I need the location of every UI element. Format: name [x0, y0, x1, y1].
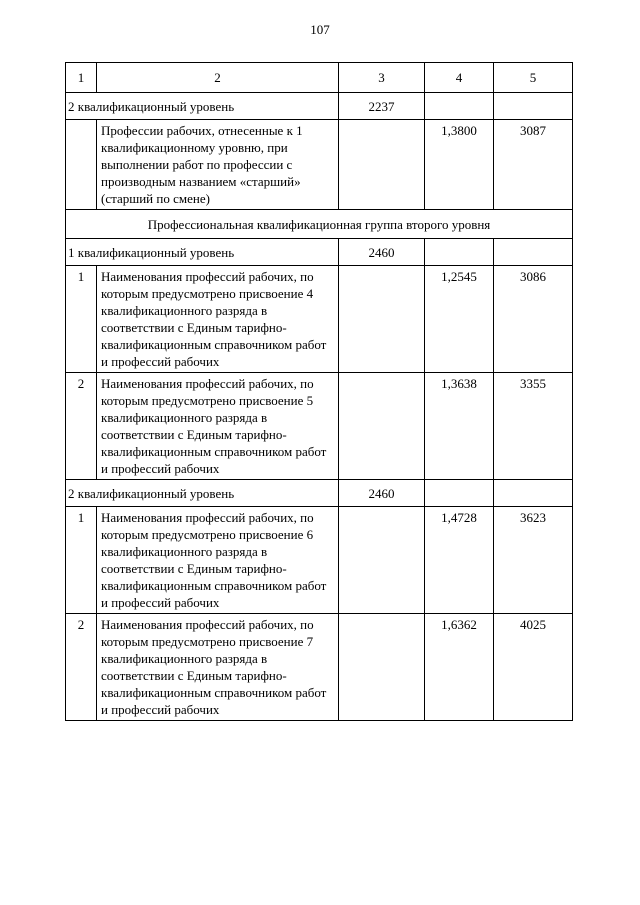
qualification-level-row: [66, 480, 573, 507]
row-number: 1: [66, 266, 97, 373]
empty-cell: [425, 239, 494, 266]
empty-cell: [425, 93, 494, 120]
qualification-level-label: 1 квалификационный уровень: [66, 239, 339, 266]
profession-description: Профессии рабочих, отнесенные к 1 квалификационному уровню, при выполнении работ по профессии с производным названием «старший» (старший по смене): [97, 120, 339, 210]
salary-rate: 4025: [494, 614, 573, 721]
profession-description: Наименования профессий рабочих, по которым предусмотрено присвоение 7 квалификационного разряда в соответствии с Единым тарифно-квалификационным справочником работ и профессий рабочих: [97, 614, 339, 721]
base-salary: 2237: [339, 93, 425, 120]
table-row: [66, 373, 573, 480]
profession-description: Наименования профессий рабочих, по которым предусмотрено присвоение 5 квалификационного разряда в соответствии с Единым тарифно-квалификационным справочником работ и профессий рабочих: [97, 373, 339, 480]
row-number: [66, 120, 97, 210]
qualification-level-row: [66, 239, 573, 266]
qualification-level-label: 2 квалификационный уровень: [66, 93, 339, 120]
page-number: 107: [310, 22, 330, 37]
base-salary: 2460: [339, 480, 425, 507]
table-row: [66, 266, 573, 373]
row-number: 1: [66, 507, 97, 614]
coefficient: 1,4728: [425, 507, 494, 614]
qualification-level-row: [66, 93, 573, 120]
coefficient: 1,3638: [425, 373, 494, 480]
coefficient: 1,3800: [425, 120, 494, 210]
profession-description: Наименования профессий рабочих, по которым предусмотрено присвоение 4 квалификационного разряда в соответствии с Единым тарифно-квалификационным справочником работ и профессий рабочих: [97, 266, 339, 373]
coefficient: 1,6362: [425, 614, 494, 721]
header-cell: 3: [339, 63, 425, 93]
salary-rate: 3623: [494, 507, 573, 614]
empty-cell: [339, 120, 425, 210]
header-cell: 4: [425, 63, 494, 93]
group-heading: Профессиональная квалификационная группа второго уровня: [66, 210, 573, 239]
empty-cell: [339, 373, 425, 480]
coefficient: 1,2545: [425, 266, 494, 373]
empty-cell: [494, 480, 573, 507]
empty-cell: [339, 507, 425, 614]
base-salary: 2460: [339, 239, 425, 266]
table-row: [66, 120, 573, 210]
salary-rate: 3086: [494, 266, 573, 373]
empty-cell: [425, 480, 494, 507]
header-cell: 5: [494, 63, 573, 93]
empty-cell: [339, 266, 425, 373]
group-heading-row: [66, 210, 573, 239]
empty-cell: [339, 614, 425, 721]
empty-cell: [494, 239, 573, 266]
salary-table: [65, 62, 573, 721]
header-cell: 2: [97, 63, 339, 93]
salary-rate: 3087: [494, 120, 573, 210]
empty-cell: [494, 93, 573, 120]
row-number: 2: [66, 614, 97, 721]
header-cell: 1: [66, 63, 97, 93]
table-row: [66, 614, 573, 721]
salary-rate: 3355: [494, 373, 573, 480]
table-header-row: [66, 63, 573, 93]
row-number: 2: [66, 373, 97, 480]
table-row: [66, 507, 573, 614]
qualification-level-label: 2 квалификационный уровень: [66, 480, 339, 507]
profession-description: Наименования профессий рабочих, по которым предусмотрено присвоение 6 квалификационного разряда в соответствии с Единым тарифно-квалификационным справочником работ и профессий рабочих: [97, 507, 339, 614]
